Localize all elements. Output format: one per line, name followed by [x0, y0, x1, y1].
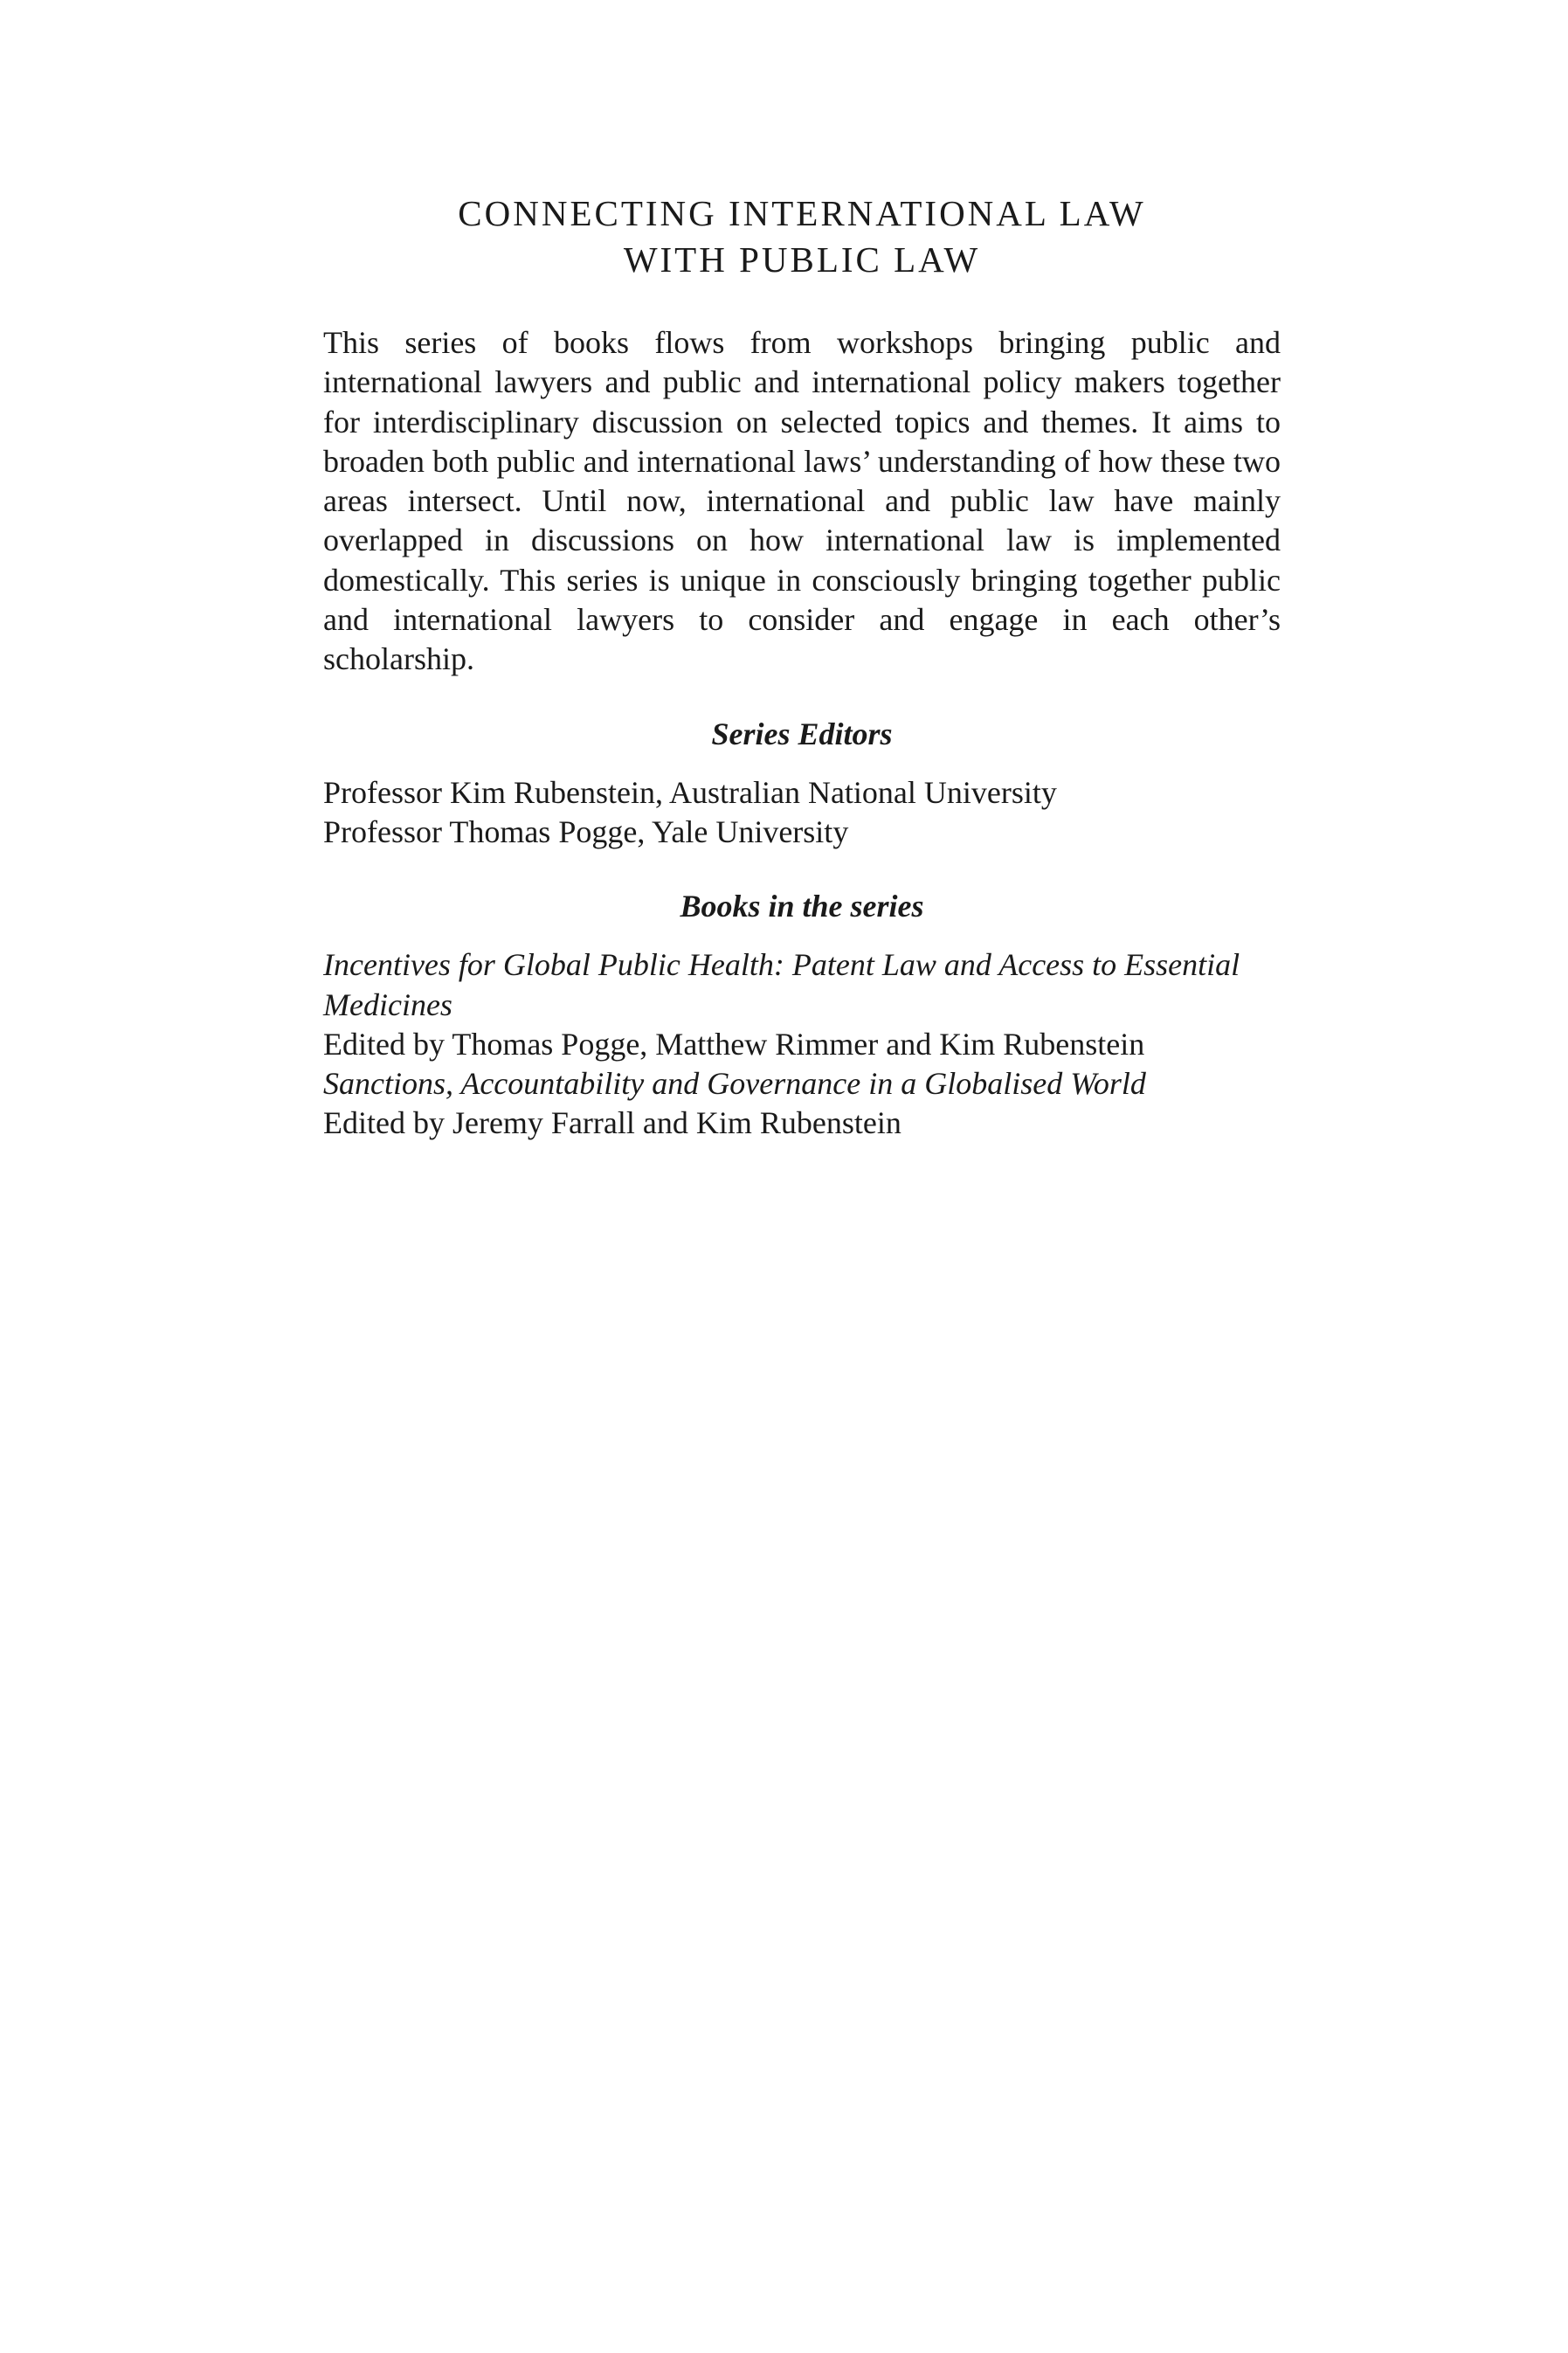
- book-editors: Edited by Thomas Pogge, Matthew Rimmer and Kim Rubenstein: [323, 1026, 1145, 1062]
- book-editors: Edited by Jeremy Farrall and Kim Rubenstein: [323, 1105, 901, 1141]
- series-editors-heading: Series Editors: [711, 716, 893, 751]
- series-title-line-1: CONNECTING INTERNATIONAL LAW: [458, 193, 1146, 233]
- book-entry: [323, 1064, 1281, 1144]
- book-entry: [323, 945, 1281, 1064]
- series-editor-item: Professor Thomas Pogge, Yale University: [323, 813, 849, 849]
- books-list: [323, 945, 1281, 1143]
- series-editors-list: [323, 773, 1281, 853]
- series-page-content: [323, 190, 1281, 1144]
- books-in-series-heading: Books in the series: [680, 889, 924, 924]
- book-title: Incentives for Global Public Health: Patent Law and Access to Essential Medicines: [323, 947, 1240, 1022]
- series-editor-item: Professor Kim Rubenstein, Australian National University: [323, 774, 1057, 810]
- series-description: This series of books flows from workshops bringing public and international lawyers and public and international policy makers together for interdisciplinary discussion on selected topics and themes. It aims to broaden both public and international laws’ understanding of how these two areas intersect. Until now, international and public law have mainly overlapped in discussions on how international law is implemented domestically. This series is unique in consciously bringing together public and international lawyers to consider and engage in each other’s scholarship.: [323, 325, 1281, 677]
- series-title-line-2: WITH PUBLIC LAW: [623, 239, 981, 280]
- book-title: Sanctions, Accountability and Governance in a Globalised World: [323, 1066, 1146, 1102]
- series-title: [323, 190, 1281, 283]
